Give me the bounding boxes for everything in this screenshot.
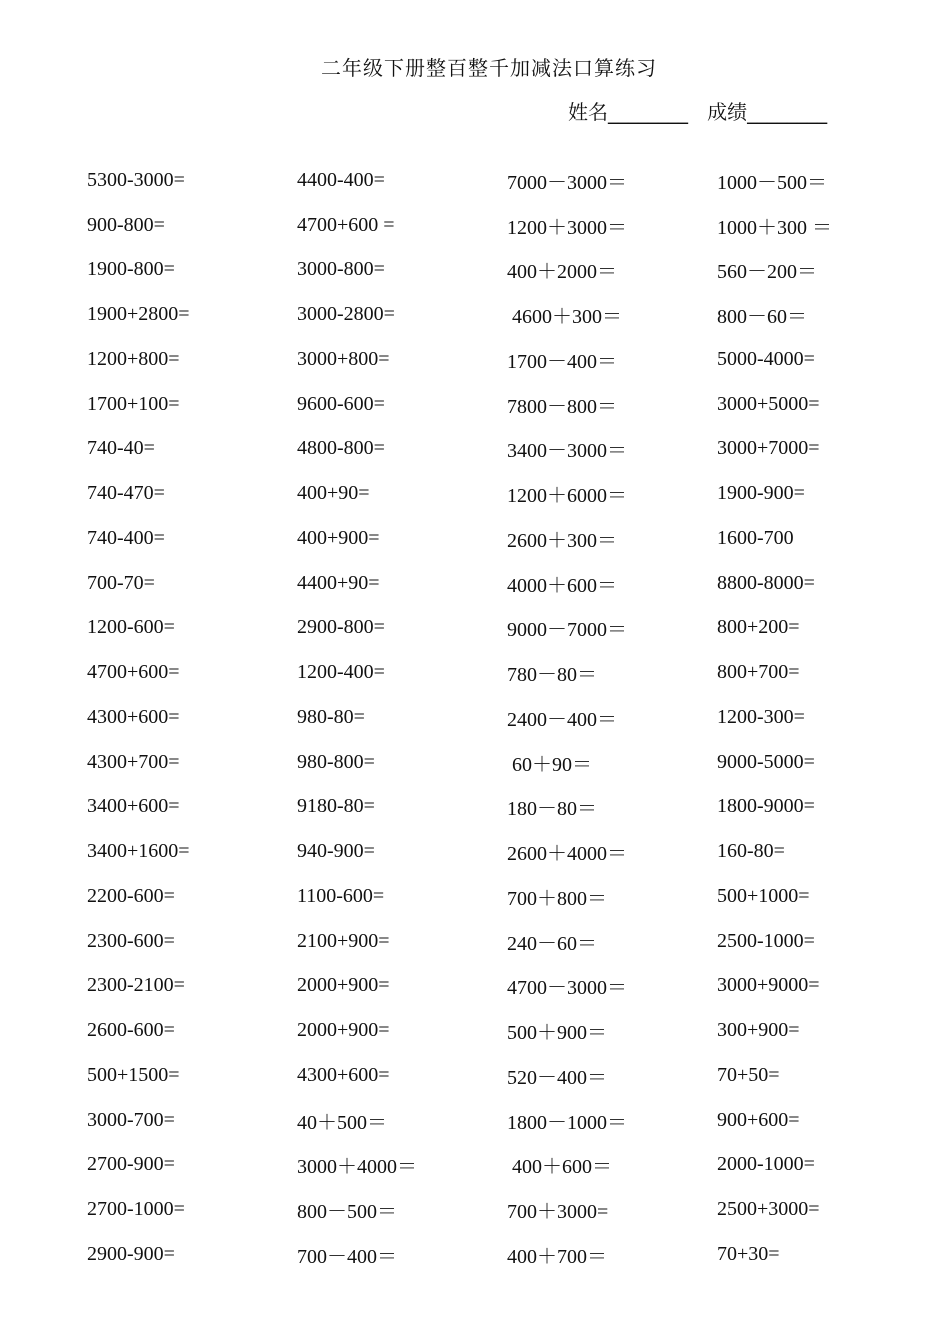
exercise-row [87,785,927,830]
exercise-item: 2200-600= [87,884,175,907]
exercise-row [87,516,927,561]
exercise-item: 70+50= [717,1063,780,1086]
exercise-item: 3000-2800= [297,303,395,326]
exercise-item: 70+30= [717,1242,780,1265]
exercise-item: 2400－400＝ [507,708,617,731]
exercise-item: 4700+600= [87,661,180,684]
exercise-item: 2900-900= [87,1242,175,1265]
exercise-item: 980-80= [297,705,365,728]
exercise-item: 1200-400= [297,661,385,684]
exercise-item: 740-470= [87,482,165,505]
exercise-item: 400＋2000＝ [507,261,617,284]
exercise-row [87,964,927,1009]
exercise-item: 4300+600= [297,1063,390,1086]
exercise-item: 3000+5000= [717,392,820,415]
exercise-row [87,382,927,427]
exercise-row [87,427,927,472]
score-field-label: 成绩________ [707,100,828,124]
exercise-row [87,1098,927,1143]
exercise-item: 3400+600= [87,795,180,818]
exercise-item: 700＋800＝ [507,887,607,910]
exercise-item: 500＋900＝ [507,1022,607,1045]
exercise-item: 4800-800= [297,437,385,460]
exercise-item: 5300-3000= [87,168,185,191]
exercise-item: 3000+800= [297,347,390,370]
exercise-item: 1800－1000＝ [507,1111,627,1134]
exercise-item: 2500+3000= [717,1198,820,1221]
exercise-item: 2700-900= [87,1153,175,1176]
exercise-item: 9600-600= [297,392,385,415]
exercise-item: 740-40= [87,437,155,460]
exercise-item: 2500-1000= [717,929,815,952]
exercise-row [87,740,927,785]
exercise-row [87,471,927,516]
exercise-item: 300+900= [717,1019,800,1042]
exercise-item: 400＋700＝ [507,1245,607,1268]
exercise-item: 560－200＝ [717,261,817,284]
exercise-row [87,874,927,919]
exercise-item: 9000－7000＝ [507,619,627,642]
exercise-item: 4600＋300＝ [507,306,622,329]
exercise-item: 60＋90＝ [507,753,592,776]
exercise-row [87,248,927,293]
exercise-item: 4300+700= [87,750,180,773]
exercise-item: 2300-2100= [87,974,185,997]
exercise-item: 3400－3000＝ [507,440,627,463]
exercise-item: 1000＋300 ＝ [717,216,832,239]
exercise-item: 940-900= [297,840,375,863]
exercise-item: 180－80＝ [507,798,597,821]
exercise-item: 7800－800＝ [507,395,617,418]
exercise-item: 1900-900= [717,482,805,505]
exercise-item: 160-80= [717,840,785,863]
exercise-item: 520－400＝ [507,1066,607,1089]
exercise-row [87,292,927,337]
exercise-row [87,829,927,874]
exercise-item: 3400+1600= [87,840,190,863]
exercise-item: 700＋3000= [507,1201,609,1224]
exercise-item: 2600＋300＝ [507,529,617,552]
exercise-item: 3000-700= [87,1108,175,1131]
exercise-item: 2000+900= [297,1019,390,1042]
exercise-item: 900-800= [87,213,165,236]
exercise-row [87,337,927,382]
exercise-item: 400+900= [297,526,380,549]
exercise-item: 4400-400= [297,168,385,191]
exercise-item: 800－60＝ [717,306,807,329]
exercise-row [87,1187,927,1232]
exercise-item: 1200-300= [717,705,805,728]
exercise-row [87,1008,927,1053]
exercise-item: 700－400＝ [297,1245,397,1268]
exercise-item: 1100-600= [297,884,385,907]
exercise-item: 1900+2800= [87,303,190,326]
exercise-item: 800－500＝ [297,1201,397,1224]
exercise-row [87,158,927,203]
exercise-item: 40＋500＝ [297,1111,387,1134]
exercise-row [87,203,927,248]
exercise-item: 4400+90= [297,571,380,594]
exercise-item: 1800-9000= [717,795,815,818]
exercise-item: 5000-4000= [717,347,815,370]
name-field-label: 姓名________ [568,100,688,124]
exercise-item: 1000－500＝ [717,171,827,194]
exercise-item: 2000-1000= [717,1153,815,1176]
exercise-item: 4700－3000＝ [507,977,627,1000]
exercise-item: 800+200= [717,616,800,639]
exercise-item: 2600-600= [87,1019,175,1042]
exercise-item: 1600-700 [717,526,794,549]
exercise-item: 740-400= [87,526,165,549]
exercise-item: 4700+600 = [297,213,395,236]
exercise-item: 2700-1000= [87,1198,185,1221]
exercise-item: 1700－400＝ [507,350,617,373]
exercise-item: 4000＋600＝ [507,574,617,597]
exercise-item: 8800-8000= [717,571,815,594]
exercise-row [87,1143,927,1188]
exercise-grid [87,158,927,1277]
exercise-item: 1200＋6000＝ [507,485,627,508]
exercise-item: 240－60＝ [507,932,597,955]
exercise-item: 3000+9000= [717,974,820,997]
exercise-item: 3000-800= [297,258,385,281]
exercise-item: 800+700= [717,661,800,684]
exercise-item: 1200-600= [87,616,175,639]
exercise-row [87,650,927,695]
exercise-row [87,1232,927,1277]
exercise-item: 1200＋3000＝ [507,216,627,239]
exercise-item: 2300-600= [87,929,175,952]
exercise-item: 2000+900= [297,974,390,997]
exercise-item: 3000＋4000＝ [297,1156,417,1179]
exercise-item: 400+90= [297,482,370,505]
exercise-item: 500+1000= [717,884,810,907]
student-info [568,96,827,125]
exercise-item: 400＋600＝ [507,1156,612,1179]
exercise-item: 2600＋4000＝ [507,843,627,866]
exercise-row [87,561,927,606]
exercise-item: 9000-5000= [717,750,815,773]
exercise-item: 980-800= [297,750,375,773]
exercise-item: 500+1500= [87,1063,180,1086]
exercise-item: 3000+7000= [717,437,820,460]
exercise-item: 2100+900= [297,929,390,952]
exercise-row [87,1053,927,1098]
page-title: 二年级下册整百整千加减法口算练习 [321,56,657,80]
exercise-item: 900+600= [717,1108,800,1131]
exercise-row [87,606,927,651]
exercise-item: 4300+600= [87,705,180,728]
exercise-item: 9180-80= [297,795,375,818]
exercise-item: 780－80＝ [507,664,597,687]
exercise-item: 700-70= [87,571,155,594]
exercise-item: 7000－3000＝ [507,171,627,194]
exercise-item: 1700+100= [87,392,180,415]
exercise-item: 1200+800= [87,347,180,370]
exercise-row [87,695,927,740]
exercise-item: 2900-800= [297,616,385,639]
exercise-item: 1900-800= [87,258,175,281]
exercise-row [87,919,927,964]
